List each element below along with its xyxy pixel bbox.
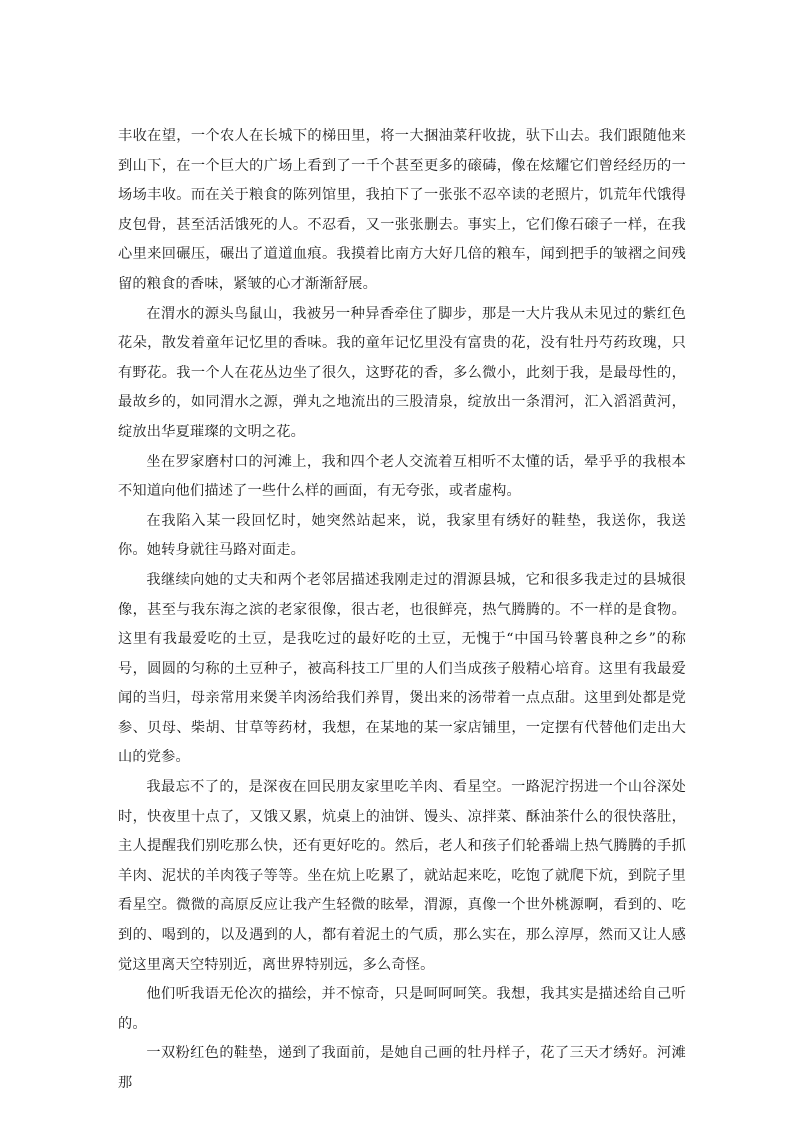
paragraph-8: 一双粉红色的鞋垫，递到了我面前，是她自己画的牡丹样子，花了三天才绣好。河滩那	[118, 1045, 686, 1091]
document-body	[118, 122, 686, 1099]
paragraph-2: 在渭水的源头鸟鼠山，我被另一种异香牵住了脚步，那是一大片我从未见过的紫红色花朵，散发着童年记忆里的香味。我的童年记忆里没有富贵的花，没有牡丹芍药玫瑰，只有野花。我一个人在花丛边坐了很久，这野花的香，多么微小，此刻于我，是最母性的，最故乡的，如同渭水之源，弹丸之地流出的三股清泉，绽放出一条渭河，汇入滔滔黄河，绽放出华夏璀璨的文明之花。	[118, 305, 686, 440]
paragraph-7: 他们听我语无伦次的描绘，并不惊奇，只是呵呵呵笑。我想，我其实是描述给自己听的。	[118, 986, 686, 1032]
paragraph-6: 我最忘不了的，是深夜在回民朋友家里吃羊肉、看星空。一路泥泞拐进一个山谷深处时，快夜里十点了，又饿又累，炕桌上的油饼、馒头、凉拌菜、酥油茶什么的很快落肚，主人提醒我们别吃那么快，还有更好吃的。然后，老人和孩子们轮番端上热气腾腾的手抓羊肉、泥状的羊肉筏子等等。坐在炕上吃累了，就站起来吃，吃饱了就爬下炕，到院子里看星空。微微的高原反应让我产生轻微的眩晕，渭源，真像一个世外桃源啊，看到的、吃到的、喝到的，以及遇到的人，都有着泥土的气质，那么实在，那么淳厚，然而又让人感觉这里离天空特别近，离世界特别远，多么奇怪。	[118, 779, 686, 973]
paragraph-5: 我继续向她的丈夫和两个老邻居描述我刚走过的渭源县城，它和很多我走过的县城很像，甚至与我东海之滨的老家很像，很古老，也很鲜亮，热气腾腾的。不一样的是食物。这里有我最爱吃的土豆，是我吃过的最好吃的土豆，无愧于“中国马铃薯良种之乡”的称号，圆圆的匀称的土豆种子，被高科技工厂里的人们当成孩子般精心培育。这里有我最爱闻的当归，母亲常用来煲羊肉汤给我们养胃，煲出来的汤带着一点点甜。这里到处都是党参、贝母、柴胡、甘草等药材，我想，在某地的某一家店铺里，一定摆有代替他们走出大山的党参。	[118, 571, 686, 766]
paragraph-3: 坐在罗家磨村口的河滩上，我和四个老人交流着互相听不太懂的话，晕乎乎的我根本不知道向他们描述了一些什么样的画面，有无夸张，或者虚构。	[118, 453, 686, 500]
paragraph-1: 丰收在望，一个农人在长城下的梯田里，将一大捆油菜秆收拢，驮下山去。我们跟随他来到山下，在一个巨大的广场上看到了一千个甚至更多的磙碡，像在炫耀它们曾经经历的一场场丰收。而在关于粮食的陈列馆里，我拍下了一张张不忍卒读的老照片，饥荒年代饿得皮包骨，甚至活活饿死的人。不忍看，又一张张删去。事实上，它们像石磙子一样，在我心里来回碾压，碾出了道道血痕。我摸着比南方大好几倍的粮车，闻到把手的皱褶之间残留的粮食的香味，紧皱的心才渐渐舒展。	[118, 128, 686, 292]
paragraph-4: 在我陷入某一段回忆时，她突然站起来，说，我家里有绣好的鞋垫，我送你，我送你。她转身就往马路对面走。	[118, 512, 686, 559]
